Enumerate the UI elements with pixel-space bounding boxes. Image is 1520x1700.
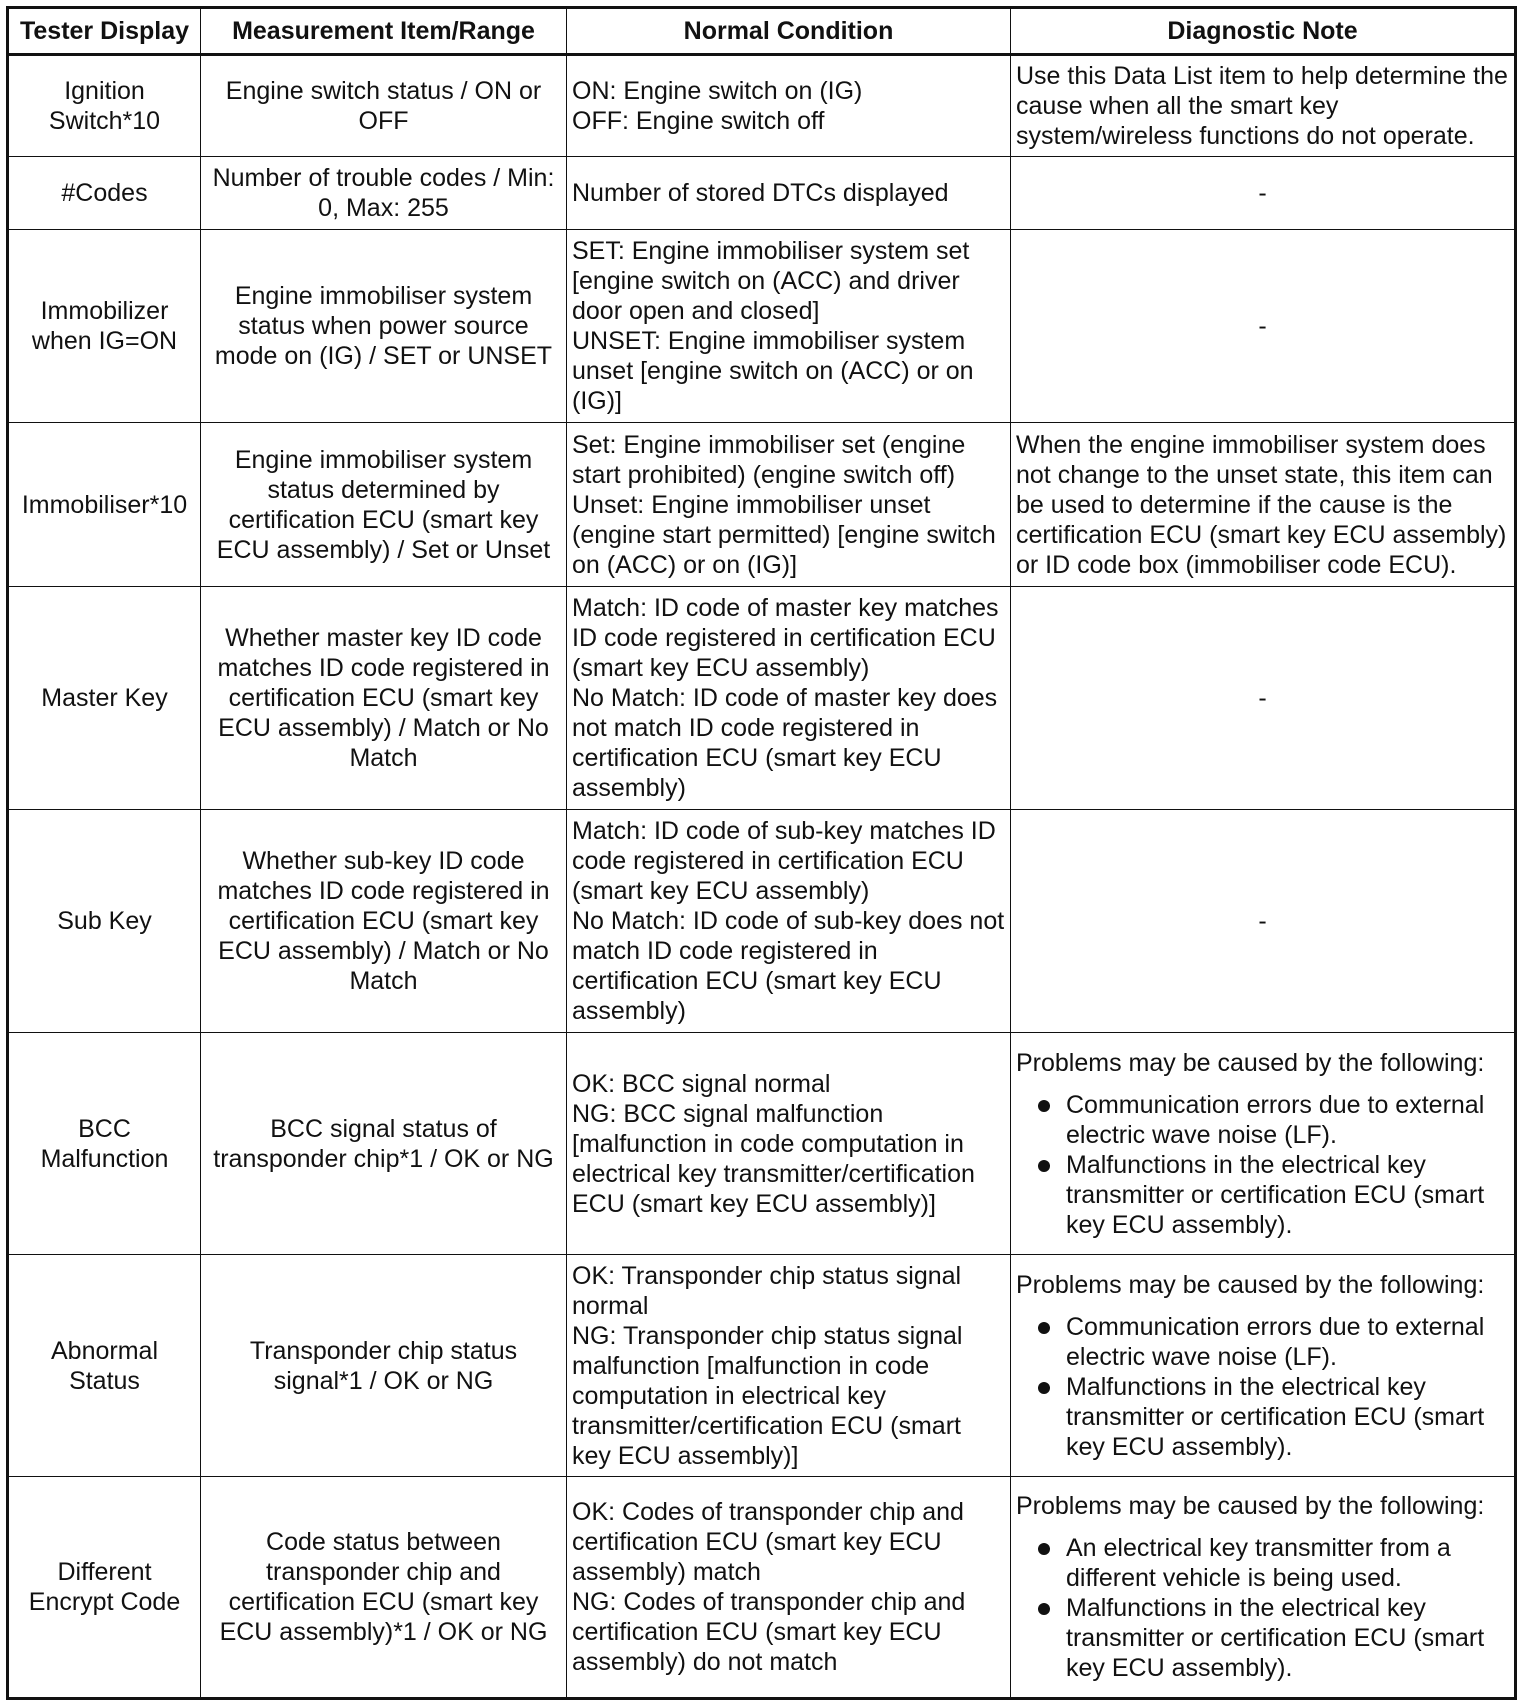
note-bullet-text: Malfunctions in the electrical key transmitter or certification ECU (smart key ECU assembly). xyxy=(1066,1372,1485,1461)
tester-display-cell: Different Encrypt Code xyxy=(8,1477,201,1699)
note-bullet-text: Malfunctions in the electrical key transmitter or certification ECU (smart key ECU assembly). xyxy=(1066,1594,1485,1682)
normal-line: OK: Transponder chip status signal normal xyxy=(572,1261,962,1320)
normal-line: No Match: ID code of sub-key does not match ID code registered in certification ECU (smart key ECU assembly) xyxy=(572,907,1005,1025)
diagnostic-note-cell: When the engine immobiliser system does not change to the unset state, this item can be used to determine if the cause is the certification ECU (smart key ECU assembly) or ID code box (immobiliser code ECU). xyxy=(1011,423,1516,587)
table-row xyxy=(8,157,1516,230)
diagnostic-note-cell: - xyxy=(1011,587,1516,810)
tester-display-cell: Ignition Switch*10 xyxy=(8,55,201,157)
diagnostic-note-cell xyxy=(1011,1477,1516,1699)
note-bullet xyxy=(1016,1593,1509,1683)
measurement-cell: Engine immobiliser system status determined by certification ECU (smart key ECU assembly) / Set or Unset xyxy=(201,423,567,587)
normal-line: NG: Codes of transponder chip and certification ECU (smart key ECU assembly) do not match xyxy=(572,1588,966,1676)
tester-display-cell: #Codes xyxy=(8,157,201,230)
normal-line: SET: Engine immobiliser system set [engine switch on (ACC) and driver door open and closed] xyxy=(572,237,970,325)
note-bullet xyxy=(1016,1312,1509,1372)
tester-display-cell: Abnormal Status xyxy=(8,1255,201,1477)
table-row xyxy=(8,1255,1516,1477)
table-header-row xyxy=(8,8,1516,55)
normal-condition-cell xyxy=(567,157,1011,230)
normal-line: UNSET: Engine immobiliser system unset [engine switch on (ACC) or on (IG)] xyxy=(572,327,974,415)
bullet-dot-icon xyxy=(1038,1100,1050,1112)
note-bullet-text: Communication errors due to external electric wave noise (LF). xyxy=(1066,1312,1485,1371)
diagnostic-note-cell xyxy=(1011,1255,1516,1477)
normal-condition-cell xyxy=(567,587,1011,810)
bullet-dot-icon xyxy=(1038,1160,1050,1172)
tester-display-cell: BCC Malfunction xyxy=(8,1033,201,1255)
note-bullet-list xyxy=(1016,1090,1509,1240)
table-row xyxy=(8,587,1516,810)
tester-display-cell: Immobilizer when IG=ON xyxy=(8,230,201,423)
normal-line: Set: Engine immobiliser set (engine start prohibited) (engine switch off) xyxy=(572,430,966,489)
normal-line: OK: Codes of transponder chip and certification ECU (smart key ECU assembly) match xyxy=(572,1498,964,1586)
measurement-cell: Transponder chip status signal*1 / OK or NG xyxy=(201,1255,567,1477)
note-intro: Problems may be caused by the following: xyxy=(1016,1492,1485,1520)
note-bullet xyxy=(1016,1533,1509,1593)
normal-line: OK: BCC signal normal xyxy=(572,1069,831,1098)
table-row xyxy=(8,55,1516,157)
normal-condition-cell xyxy=(567,1255,1011,1477)
diagnostic-note-cell: Use this Data List item to help determine the cause when all the smart key system/wireless functions do not operate. xyxy=(1011,55,1516,157)
bullet-dot-icon xyxy=(1038,1603,1050,1615)
table-row xyxy=(8,810,1516,1033)
note-bullet-text: An electrical key transmitter from a different vehicle is being used. xyxy=(1066,1534,1451,1592)
normal-line: Match: ID code of master key matches ID code registered in certification ECU (smart key ECU assembly) xyxy=(572,594,999,682)
tester-display-cell: Sub Key xyxy=(8,810,201,1033)
normal-line: No Match: ID code of master key does not match ID code registered in certification ECU (smart key ECU assembly) xyxy=(572,684,998,802)
table-row xyxy=(8,1477,1516,1699)
note-bullet-text: Communication errors due to external electric wave noise (LF). xyxy=(1066,1090,1485,1149)
normal-line: ON: Engine switch on (IG) xyxy=(572,77,863,105)
note-bullet xyxy=(1016,1372,1509,1462)
measurement-cell: BCC signal status of transponder chip*1 / OK or NG xyxy=(201,1033,567,1255)
data-list-table xyxy=(6,6,1517,1700)
diagnostic-note-cell xyxy=(1011,1033,1516,1255)
tester-display-cell: Master Key xyxy=(8,587,201,810)
measurement-cell: Whether master key ID code matches ID code registered in certification ECU (smart key ECU assembly) / Match or No Match xyxy=(201,587,567,810)
diagnostic-note-cell: - xyxy=(1011,230,1516,423)
note-bullet-text: Malfunctions in the electrical key transmitter or certification ECU (smart key ECU assembly). xyxy=(1066,1150,1485,1239)
measurement-cell: Whether sub-key ID code matches ID code registered in certification ECU (smart key ECU assembly) / Match or No Match xyxy=(201,810,567,1033)
note-bullet xyxy=(1016,1090,1509,1150)
header-measurement: Measurement Item/Range xyxy=(201,8,567,55)
diagnostic-note-cell: - xyxy=(1011,157,1516,230)
diagnostic-note-cell: - xyxy=(1011,810,1516,1033)
measurement-cell: Engine switch status / ON or OFF xyxy=(201,55,567,157)
table-row xyxy=(8,423,1516,587)
normal-line: Number of stored DTCs displayed xyxy=(572,179,949,207)
normal-line: Unset: Engine immobiliser unset (engine start permitted) [engine switch on (ACC) or on (IG)] xyxy=(572,490,996,579)
note-bullet-list xyxy=(1016,1533,1509,1683)
measurement-cell: Number of trouble codes / Min: 0, Max: 255 xyxy=(201,157,567,230)
table-row xyxy=(8,1033,1516,1255)
tester-display-cell: Immobiliser*10 xyxy=(8,423,201,587)
table-row xyxy=(8,230,1516,423)
normal-condition-cell xyxy=(567,55,1011,157)
normal-line: OFF: Engine switch off xyxy=(572,107,825,135)
bullet-dot-icon xyxy=(1038,1322,1050,1334)
note-bullet-list xyxy=(1016,1312,1509,1462)
normal-condition-cell xyxy=(567,1477,1011,1699)
measurement-cell: Code status between transponder chip and certification ECU (smart key ECU assembly)*1 / OK or NG xyxy=(201,1477,567,1699)
bullet-dot-icon xyxy=(1038,1543,1050,1555)
normal-line: NG: Transponder chip status signal malfunction [malfunction in code computation in electrical key transmitter/certification ECU (smart key ECU assembly)] xyxy=(572,1321,963,1470)
header-tester-display: Tester Display xyxy=(8,8,201,55)
note-intro: Problems may be caused by the following: xyxy=(1016,1048,1485,1077)
note-bullet xyxy=(1016,1150,1509,1240)
bullet-dot-icon xyxy=(1038,1382,1050,1394)
header-normal-condition: Normal Condition xyxy=(567,8,1011,55)
normal-condition-cell xyxy=(567,810,1011,1033)
normal-condition-cell xyxy=(567,1033,1011,1255)
normal-condition-cell xyxy=(567,230,1011,423)
normal-condition-cell xyxy=(567,423,1011,587)
note-intro: Problems may be caused by the following: xyxy=(1016,1270,1485,1299)
header-diagnostic-note: Diagnostic Note xyxy=(1011,8,1516,55)
measurement-cell: Engine immobiliser system status when power source mode on (IG) / SET or UNSET xyxy=(201,230,567,423)
normal-line: Match: ID code of sub-key matches ID code registered in certification ECU (smart key ECU assembly) xyxy=(572,817,996,905)
normal-line: NG: BCC signal malfunction [malfunction in code computation in electrical key transmitter/certification ECU (smart key ECU assembly)] xyxy=(572,1099,975,1218)
